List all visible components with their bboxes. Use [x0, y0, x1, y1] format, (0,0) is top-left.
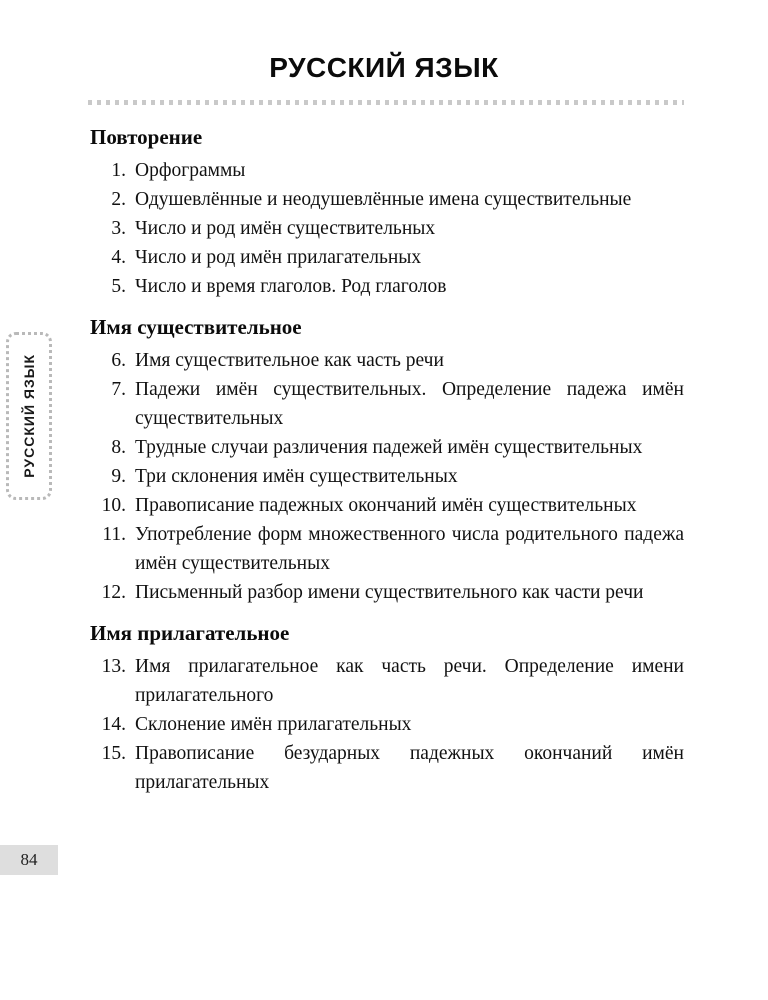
toc-item	[90, 520, 684, 578]
toc-item-text: Трудные случаи различения падежей имён существительных	[135, 437, 643, 458]
toc-item	[90, 491, 684, 520]
toc-item-text: Число и род имён существительных	[135, 218, 436, 239]
toc-item-number: 14.	[101, 714, 126, 735]
toc-item	[90, 433, 684, 462]
toc-item-text: Орфограммы	[135, 160, 246, 181]
toc-item-number: 5.	[111, 276, 126, 297]
toc-item-number: 12.	[101, 582, 126, 603]
toc-item	[90, 375, 684, 433]
toc-item	[90, 214, 684, 243]
toc	[90, 125, 684, 797]
toc-item-number: 15.	[101, 743, 126, 764]
section-heading: Имя прилагательное	[90, 621, 290, 645]
page-title: РУССКИЙ ЯЗЫК	[269, 52, 499, 83]
toc-item	[90, 156, 684, 185]
toc-item-text: Одушевлённые и неодушевлённые имена существительные	[135, 189, 632, 210]
section-heading: Повторение	[90, 125, 203, 149]
toc-item-text: Имя прилагательное как часть речи. Определение имени прилагательного	[135, 656, 684, 706]
toc-item	[90, 462, 684, 491]
toc-item-number: 8.	[111, 437, 126, 458]
toc-item-text: Правописание безударных падежных окончаний имён прилагательных	[135, 743, 684, 793]
toc-item-text: Употребление форм множественного числа родительного падежа имён существительных	[135, 524, 684, 574]
page-number: 84	[0, 845, 58, 875]
toc-item	[90, 578, 684, 607]
toc-item	[90, 710, 684, 739]
dotted-separator	[88, 100, 684, 105]
toc-item-number: 11.	[102, 524, 126, 545]
toc-item-text: Падежи имён существительных. Определение падежа имён существительных	[135, 379, 684, 429]
toc-item-number: 10.	[101, 495, 126, 516]
toc-item-text: Число и время глаголов. Род глаголов	[135, 276, 447, 297]
toc-item-text: Число и род имён прилагательных	[135, 247, 422, 268]
toc-item-number: 1.	[111, 160, 126, 181]
toc-item-text: Имя существительное как часть речи	[135, 350, 444, 371]
section-heading: Имя существительное	[90, 315, 302, 339]
toc-item-number: 9.	[111, 466, 126, 487]
toc-item-number: 4.	[111, 247, 126, 268]
toc-item-number: 13.	[101, 656, 126, 677]
toc-item-text: Письменный разбор имени существительного как части речи	[135, 582, 644, 603]
side-tab	[6, 332, 52, 500]
toc-item-text: Склонение имён прилагательных	[135, 714, 412, 735]
toc-item	[90, 272, 684, 301]
toc-item-number: 7.	[111, 379, 126, 400]
toc-item	[90, 346, 684, 375]
toc-item-number: 2.	[111, 189, 126, 210]
toc-item-number: 3.	[111, 218, 126, 239]
toc-item	[90, 652, 684, 710]
toc-item	[90, 185, 684, 214]
toc-item-text: Три склонения имён существительных	[135, 466, 458, 487]
toc-item-text: Правописание падежных окончаний имён существительных	[135, 495, 637, 516]
side-tab-label: РУССКИЙ ЯЗЫК	[21, 354, 37, 478]
toc-item	[90, 243, 684, 272]
toc-item	[90, 739, 684, 797]
toc-item-number: 6.	[111, 350, 126, 371]
